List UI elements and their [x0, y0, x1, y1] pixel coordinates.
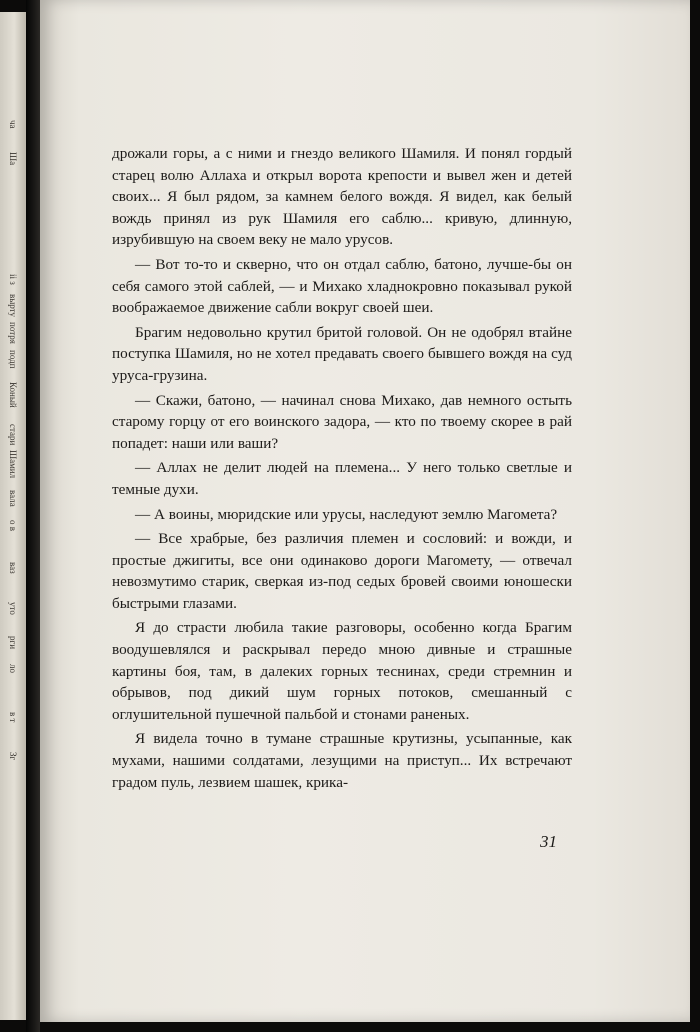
- facing-page-fragment: потря: [8, 322, 18, 344]
- facing-page-fragment: о в: [8, 520, 18, 531]
- facing-page-fragment: подп: [8, 350, 18, 369]
- facing-page-fragment: стари: [8, 424, 18, 446]
- paragraph: Брагим недовольно крутил бритой головой. Он не одобрял втайне поступка Шамиля, но не хотел предавать своего бывшего вождя на суд уруса-грузина.: [112, 323, 572, 384]
- page-number: 31: [540, 832, 557, 851]
- facing-page-fragment: ii з: [8, 274, 18, 285]
- facing-page-fragment: Шамил: [8, 450, 18, 479]
- book-gutter: [26, 0, 40, 1032]
- paragraph: — Скажи, батоно, — начинал снова Михако, дав немного остыть старому горцу от его воинского задора, — кто по твоему скорее в рай попадет: наши или ваши?: [112, 391, 572, 452]
- paragraph: — А воины, мюридские или урусы, наследуют землю Магомета?: [135, 505, 558, 523]
- facing-page-fragment: в т: [8, 712, 18, 723]
- facing-page-fragment: ло: [8, 664, 18, 673]
- facing-page-fragment: Коный: [8, 382, 18, 408]
- paragraph: дрожали горы, а с ними и гнездо великого Шамиля. И понял гордый старец волю Аллаха и открыл ворота крепости и вывел жен и детей своих... Я был рядом, за камнем белого вождя. Я видел, как белый вождь принял из рук Шамиля его саблю... кривую, длинную, изрубившую на своем веку не мало урусов.: [112, 145, 572, 249]
- facing-page-fragment: вала: [8, 490, 18, 507]
- paragraph: — Аллах не делит людей на племена... У него только светлые и темные духи.: [112, 459, 572, 498]
- facing-page-fragment: вырту: [8, 294, 18, 317]
- facing-page-fragment: Зг: [8, 752, 18, 761]
- facing-page-fragment: ваз: [8, 562, 18, 574]
- facing-page-edge: [0, 12, 26, 1020]
- body-text: [112, 143, 572, 796]
- facing-page-fragment: уто: [8, 602, 18, 615]
- facing-page-fragment: ча: [8, 120, 18, 129]
- facing-page-fragment: рги: [8, 636, 18, 650]
- facing-page-fragment: Ша: [8, 152, 18, 166]
- paragraph: — Вот то-то и скверно, что он отдал саблю, батоно, лучше-бы он себя самого этой саблей, — и Михако хладнокровно показывал рукой воображаемое движение сабли вокруг своей шеи.: [112, 255, 572, 317]
- paragraph: — Все храбрые, без различия племен и сословий: и вожди, и простые джигиты, все они одинаково дороги Магомету, — отвечал невозмутимо старик, сверкая из-под седых бровей своими юношески быстрыми глазами.: [112, 530, 572, 612]
- paragraph: Я до страсти любила такие разговоры, особенно когда Брагим воодушевлялся и раскрывал передо мною дивные и страшные картины боя, там, в далеких горных теснинах, среди стремнин и обрывов, под дикий шум горных потоков, смешанный с оглушительной пушечной пальбой и стонами раненых.: [112, 619, 572, 723]
- paragraph: Я видела точно в тумане страшные крутизны, усыпанные, как мухами, нашими солдатами, лезущими на приступ... Их встречают градом пуль, лезвием шашек, крика-: [112, 730, 572, 791]
